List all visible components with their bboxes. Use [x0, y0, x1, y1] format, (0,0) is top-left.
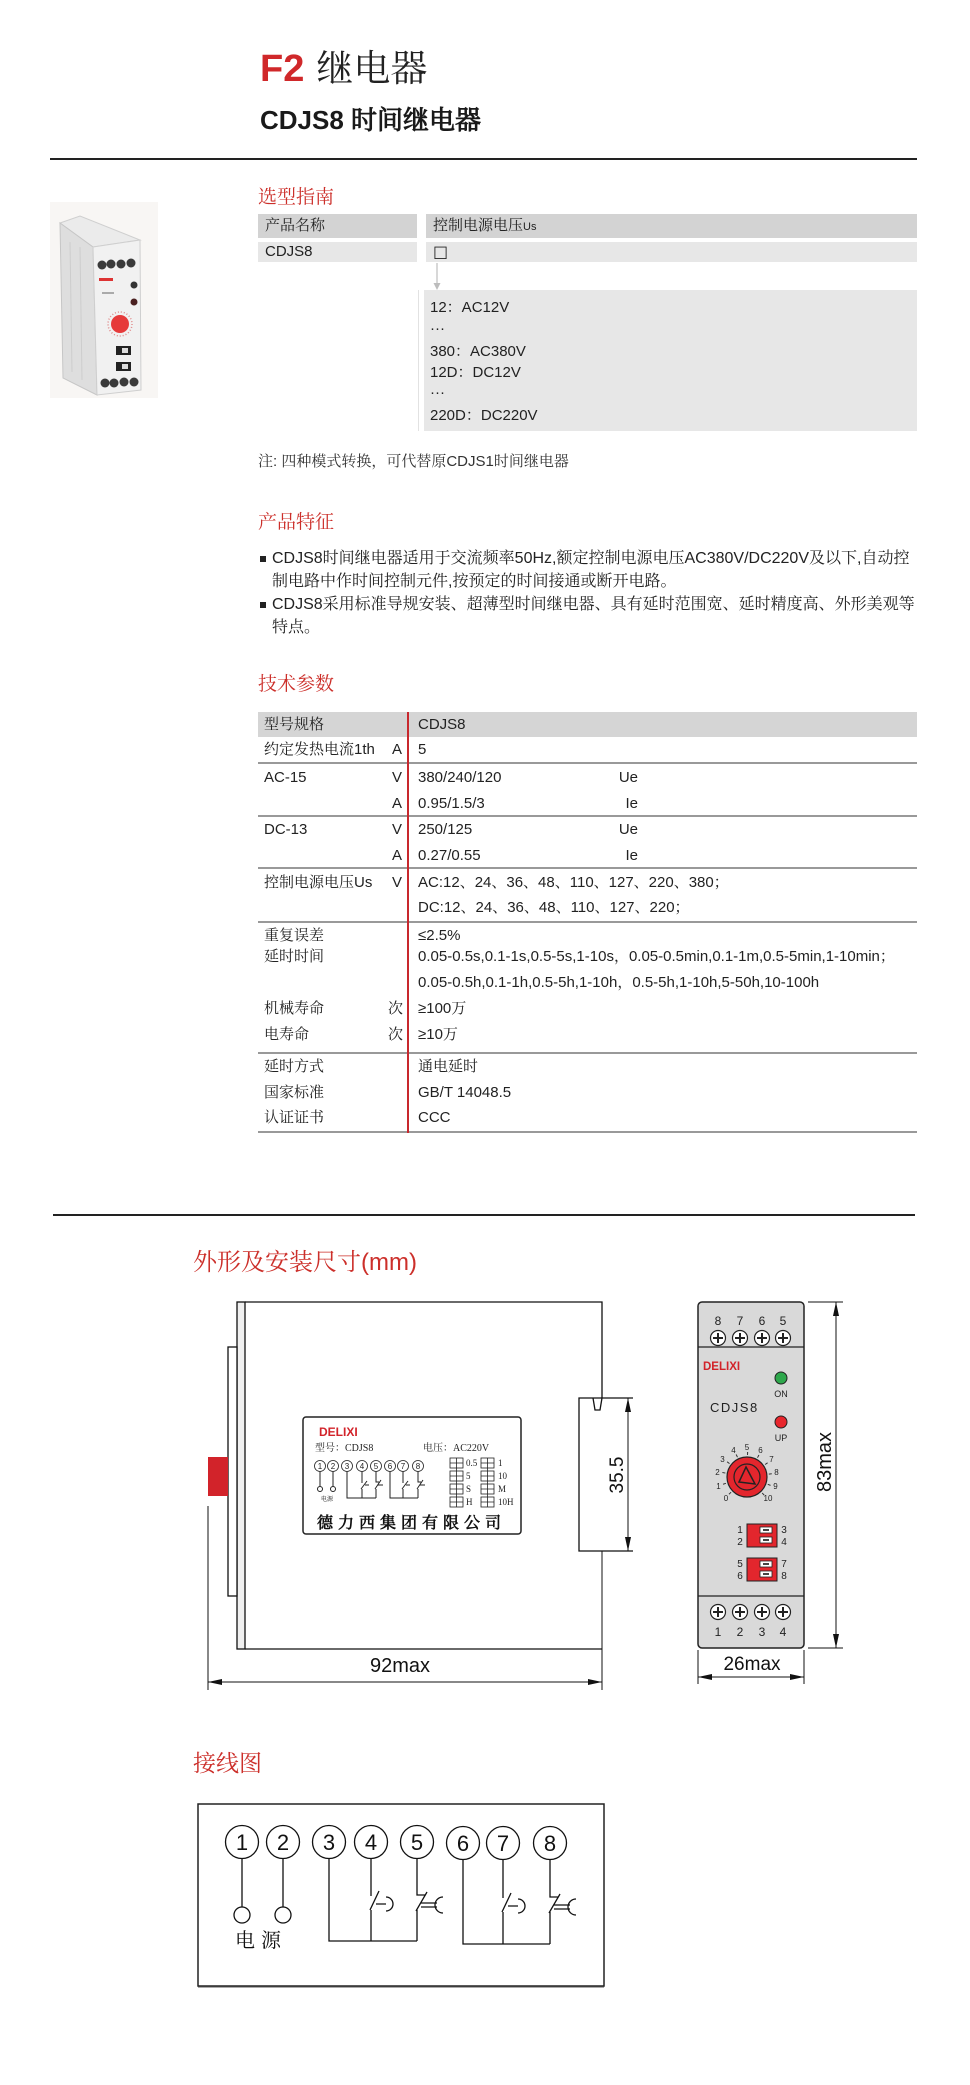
param-value: DC:12、24、36、48、110、127、220； — [418, 899, 690, 916]
param-label: 控制电源电压Us — [264, 874, 373, 891]
terminal-number: 7 — [496, 1831, 510, 1856]
param-label: 认证证书 — [264, 1109, 325, 1126]
row-divider — [258, 1052, 917, 1054]
param-unit: V — [391, 769, 402, 786]
param-label: 延时方式 — [264, 1058, 325, 1075]
nameplate-power-label: 电源 — [320, 1497, 334, 1503]
feature-item — [258, 547, 922, 593]
dimension-83max — [808, 1302, 843, 1648]
table-bottom-border — [258, 1131, 917, 1133]
param-unit: V — [391, 874, 402, 891]
nameplate-voltage: 电压：AC220V — [423, 1443, 490, 1454]
dip-label: 7 — [781, 1559, 787, 1570]
dimension-35-5 — [607, 1398, 628, 1551]
voltage-option-ellipsis: ··· — [430, 320, 445, 337]
param-value: CCC — [418, 1109, 451, 1126]
dip-label: 4 — [781, 1537, 787, 1548]
dial-label: 1 — [716, 1482, 721, 1491]
dip-label: H — [466, 1497, 473, 1507]
param-value: ≥10万 — [418, 1026, 458, 1043]
features-title: 产品特征 — [258, 512, 335, 533]
dial-label: 6 — [758, 1446, 763, 1455]
product-photo — [50, 202, 158, 398]
param-value: ≤2.5% — [418, 927, 461, 944]
dip-label: 1 — [498, 1458, 503, 1468]
nameplate-terminal: 8 — [415, 1462, 421, 1471]
param-value: 0.05-0.5s,0.1-1s,0.5-5s,1-10s，0.05-0.5min,0.1-1m,0.5-5min,1-10min； — [418, 948, 895, 965]
param-label: 重复误差 — [264, 927, 325, 944]
bottom-terminal-label: 3 — [758, 1625, 766, 1639]
dimensions-title: 外形及安装尺寸(mm) — [193, 1249, 417, 1276]
dip-label: 6 — [737, 1571, 743, 1582]
dial-label: 8 — [774, 1468, 779, 1477]
dip-label: 0.5 — [466, 1458, 478, 1468]
top-terminal-label: 7 — [736, 1314, 744, 1328]
feature-item — [258, 593, 922, 639]
table-row — [258, 972, 917, 994]
height-label: 83max — [814, 1431, 836, 1493]
param-unit: 次 — [388, 1000, 404, 1017]
series-name: 继电器 — [316, 48, 428, 89]
column-separator-red — [407, 712, 409, 1133]
voltage-options-list — [424, 290, 917, 431]
nameplate-model: 型号：CDJS8 — [315, 1443, 374, 1454]
row-divider — [258, 762, 917, 764]
bottom-terminal-label: 2 — [736, 1625, 744, 1639]
table-row — [258, 998, 917, 1020]
cell-voltage-code — [426, 242, 917, 262]
param-label: DC-13 — [264, 821, 308, 838]
nameplate-terminal: 3 — [344, 1462, 350, 1471]
terminal-number: 8 — [543, 1831, 557, 1856]
table-row — [258, 1024, 917, 1046]
selection-note: 注: 四种模式转换，可代替原CDJS1时间继电器 — [258, 453, 569, 470]
dial-label: 5 — [744, 1443, 750, 1452]
table-row — [258, 925, 917, 947]
front-brand: DELIXI — [703, 1361, 741, 1373]
table-row — [258, 897, 917, 919]
param-label: AC-15 — [264, 769, 307, 786]
wiring-title: 接线图 — [193, 1750, 262, 1776]
dip-label: M — [498, 1484, 507, 1494]
dip-switch-1 — [747, 1524, 777, 1547]
led-up-label: UP — [774, 1433, 788, 1443]
dial-label: 3 — [720, 1455, 725, 1464]
param-label: 国家标准 — [264, 1084, 325, 1101]
terminal-number: 3 — [322, 1830, 336, 1855]
param-value: 0.05-0.5h,0.1-1h,0.5-5h,1-10h，0.5-5h,1-10h,5-50h,10-100h — [418, 974, 820, 991]
rail-height-label: 35.5 — [607, 1456, 628, 1494]
table-row — [258, 845, 917, 867]
table-row — [258, 767, 917, 789]
nameplate-terminal: 1 — [317, 1462, 323, 1471]
dimension-drawing — [0, 1280, 970, 1710]
dial-label: 10 — [763, 1494, 773, 1503]
page-title — [260, 48, 427, 90]
nameplate-terminal: 7 — [400, 1462, 406, 1471]
voltage-option: 220D：DC220V — [430, 407, 538, 424]
dial-label: 4 — [731, 1446, 736, 1455]
column-header-product-name — [258, 214, 417, 238]
table-row — [258, 1107, 917, 1129]
column-header-voltage — [426, 214, 917, 238]
front-width-label: 26max — [723, 1654, 781, 1675]
header-value: CDJS8 — [418, 716, 466, 733]
param-label: 电寿命 — [264, 1026, 310, 1043]
param-unit: A — [391, 795, 402, 812]
param-value: AC:12、24、36、48、110、127、220、380； — [418, 874, 729, 891]
param-value: GB/T 14048.5 — [418, 1084, 512, 1101]
top-terminal-label: 6 — [758, 1314, 766, 1328]
options-separator — [418, 290, 419, 431]
feature-text: CDJS8采用标准导规安装、超薄型时间继电器、具有延时范围宽、延时精度高、外形美观等特点。 — [272, 596, 915, 636]
release-button — [208, 1457, 228, 1496]
bullet-square-icon — [260, 602, 266, 608]
bullet-square-icon — [260, 556, 266, 562]
row-divider — [258, 815, 917, 817]
terminal-number: 5 — [410, 1830, 424, 1855]
tech-params-table — [258, 712, 917, 1133]
dial-label: 9 — [773, 1482, 778, 1491]
top-terminal-label: 8 — [714, 1314, 722, 1328]
nameplate-terminal: 5 — [373, 1462, 379, 1471]
dip-label: S — [466, 1484, 472, 1494]
param-value: ≥100万 — [418, 1000, 467, 1017]
table-row — [258, 819, 917, 841]
param-value: 0.95/1.5/3 — [418, 795, 485, 812]
terminal-number: 6 — [456, 1831, 470, 1856]
features-list — [258, 547, 922, 639]
selection-guide-title: 选型指南 — [258, 187, 335, 208]
voltage-option: 12：AC12V — [430, 299, 510, 316]
table-header-row — [258, 712, 917, 737]
header-label: 型号规格 — [264, 716, 325, 733]
front-view — [698, 1302, 804, 1648]
terminal-number: 1 — [235, 1830, 249, 1855]
table-row — [258, 946, 917, 968]
header-divider — [50, 158, 917, 160]
feature-text: CDJS8时间继电器适用于交流频率50Hz,额定控制电源电压AC380V/DC220V及以下,自动控制电路中作时间控制元件,按预定的时间接通或断开电路。 — [272, 550, 910, 590]
nameplate-terminal: 4 — [359, 1462, 365, 1471]
led-on-label: ON — [774, 1389, 788, 1399]
dimension-26max — [698, 1650, 804, 1684]
table-row — [258, 739, 917, 761]
arrow-down-icon — [431, 263, 443, 291]
param-sub: Ie — [625, 847, 638, 864]
tech-params-title: 技术参数 — [258, 674, 335, 695]
dip-label: 2 — [737, 1537, 743, 1548]
param-label: 机械寿命 — [264, 1000, 325, 1017]
dip-label: 1 — [737, 1525, 743, 1536]
voltage-option-ellipsis: ··· — [430, 384, 445, 401]
terminal-number: 4 — [364, 1830, 378, 1855]
table-row — [258, 872, 917, 894]
param-unit: A — [391, 847, 402, 864]
bottom-terminal-label: 1 — [714, 1625, 722, 1639]
param-value: 380/240/120 — [418, 769, 502, 786]
product-title: CDJS8 时间继电器 — [260, 105, 482, 135]
led-up-icon — [775, 1416, 787, 1428]
dial-label: 7 — [769, 1455, 774, 1464]
dip-label: 3 — [781, 1525, 787, 1536]
led-on-icon — [775, 1372, 787, 1384]
power-label: 电源 — [235, 1930, 287, 1952]
nameplate-terminal: 6 — [387, 1462, 393, 1471]
row-divider — [258, 867, 917, 869]
top-terminal-label: 5 — [779, 1314, 787, 1328]
nameplate-terminal: 2 — [330, 1462, 336, 1471]
table-row — [258, 1056, 917, 1078]
dip-label: 10H — [498, 1497, 514, 1507]
param-sub: Ie — [625, 795, 638, 812]
dimension-92max — [208, 1655, 602, 1682]
product-name-value: CDJS8 — [265, 243, 313, 260]
dip-switch-2 — [747, 1558, 777, 1581]
dip-label: 5 — [466, 1471, 471, 1481]
column-header-voltage-label: 控制电源电压 — [433, 217, 524, 234]
nameplate — [303, 1417, 521, 1534]
terminal-number: 2 — [276, 1830, 290, 1855]
front-model: CDJS8 — [710, 1400, 759, 1415]
param-sub: Ue — [618, 769, 638, 786]
dip-label: 8 — [781, 1571, 787, 1582]
row-divider — [258, 921, 917, 923]
param-unit: 次 — [388, 1026, 404, 1043]
param-value: 250/125 — [418, 821, 473, 838]
cell-product-name — [258, 242, 417, 262]
voltage-code-placeholder: □ — [433, 242, 449, 261]
param-unit: V — [391, 821, 402, 838]
param-value: 0.27/0.55 — [418, 847, 481, 864]
dial-label: 2 — [715, 1468, 720, 1477]
section-divider — [53, 1214, 915, 1216]
dip-label: 10 — [498, 1471, 507, 1481]
param-sub: Ue — [618, 821, 638, 838]
bottom-terminal-label: 4 — [779, 1625, 787, 1639]
column-header-product-name-label: 产品名称 — [265, 217, 326, 234]
column-header-voltage-sub: Us — [523, 221, 537, 233]
param-value: 通电延时 — [418, 1058, 479, 1075]
table-row — [258, 793, 917, 815]
table-row — [258, 1082, 917, 1104]
dial-label: 0 — [723, 1494, 729, 1503]
dip-label: 5 — [737, 1559, 743, 1570]
voltage-option: 380：AC380V — [430, 343, 526, 360]
param-value: 5 — [418, 741, 427, 758]
nameplate-brand: DELIXI — [319, 1425, 358, 1439]
series-code: F2 — [260, 48, 305, 90]
voltage-option: 12D：DC12V — [430, 364, 521, 381]
param-label: 约定发热电流1th — [264, 741, 375, 758]
param-label: 延时时间 — [264, 948, 325, 965]
width-label: 92max — [369, 1655, 431, 1677]
nameplate-company: 德力西集团有限公司 — [317, 1515, 507, 1532]
wiring-diagram — [0, 1790, 970, 2005]
param-unit: A — [391, 741, 402, 758]
